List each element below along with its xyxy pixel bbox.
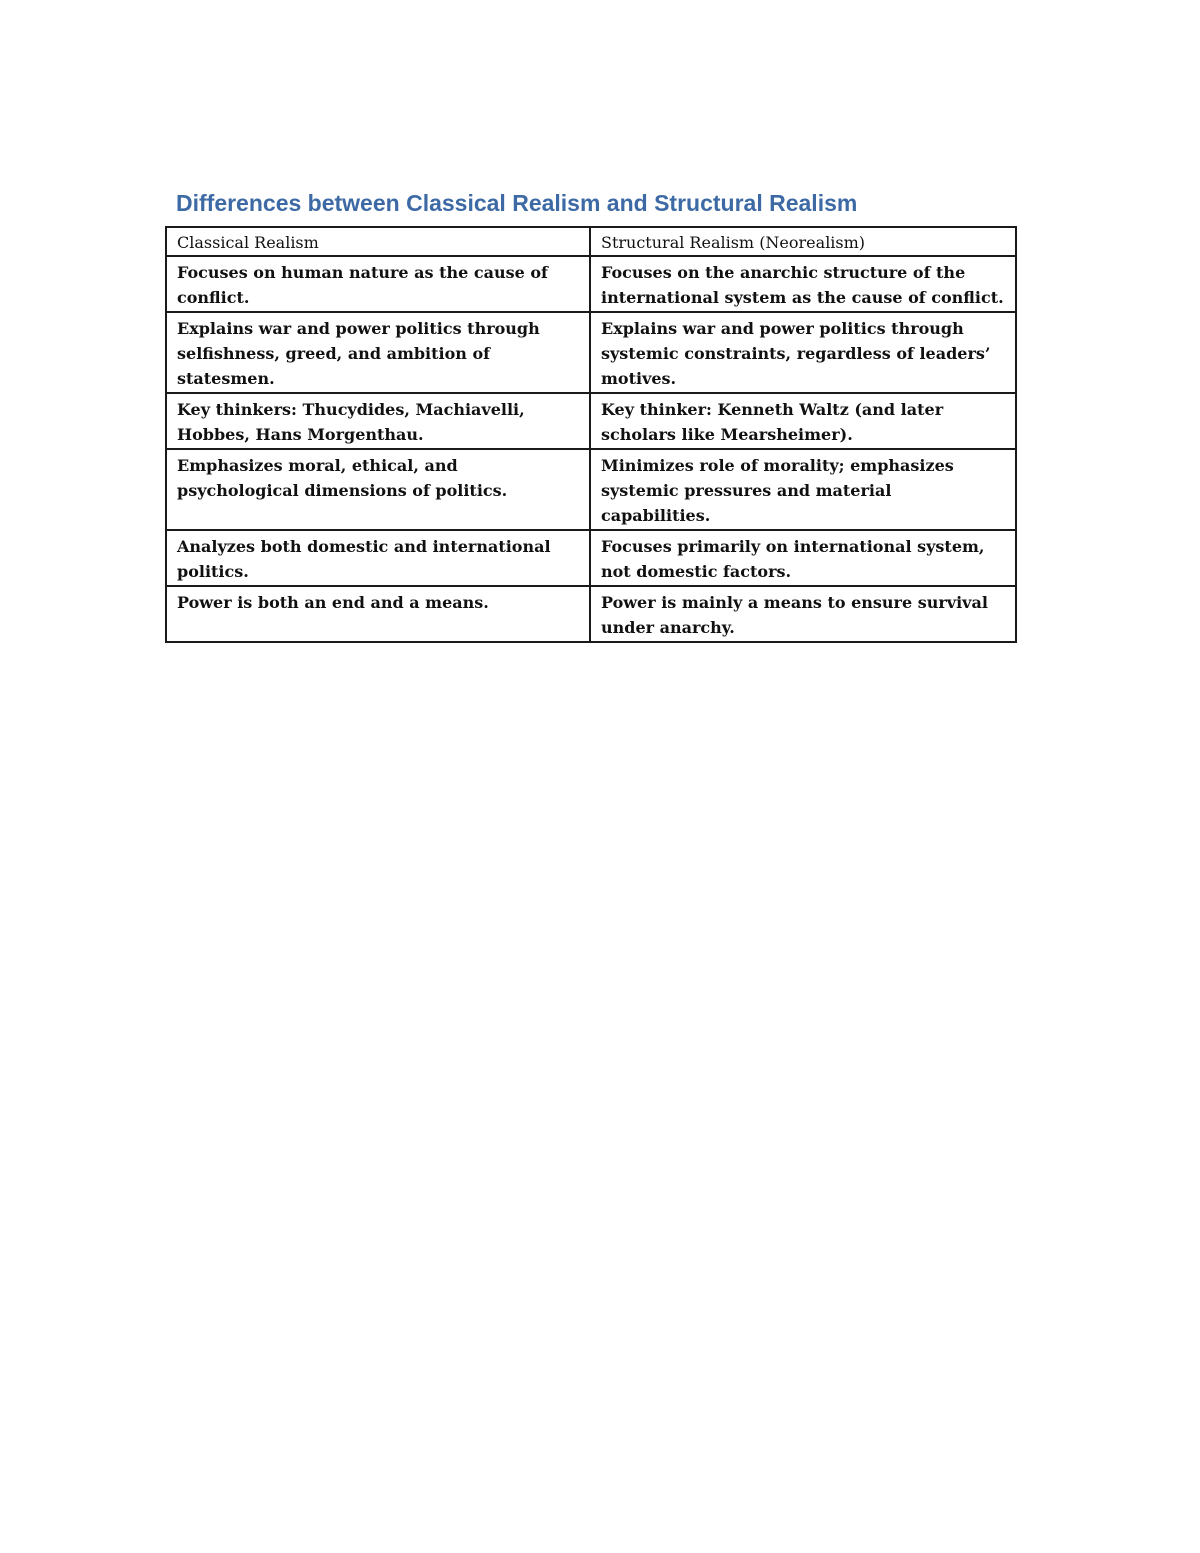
table-row — [166, 312, 1016, 393]
table-cell-classical: Key thinkers: Thucydides, Machiavelli, Hobbes, Hans Morgenthau. — [166, 393, 590, 449]
header-classical-realism: Classical Realism — [166, 227, 590, 256]
table-cell-classical: Explains war and power politics through selfishness, greed, and ambition of statesmen. — [166, 312, 590, 393]
page-title: Differences between Classical Realism and Structural Realism — [176, 190, 858, 216]
table-cell-structural: Key thinker: Kenneth Waltz (and later scholars like Mearsheimer). — [590, 393, 1016, 449]
table-header — [166, 227, 1016, 256]
table-cell-structural: Focuses on the anarchic structure of the international system as the cause of conflict. — [590, 256, 1016, 312]
table-row — [166, 449, 1016, 530]
table-body — [166, 256, 1016, 642]
table-cell-structural: Focuses primarily on international system, not domestic factors. — [590, 530, 1016, 586]
table-cell-structural: Power is mainly a means to ensure survival under anarchy. — [590, 586, 1016, 642]
table-cell-structural: Explains war and power politics through systemic constraints, regardless of leaders’ motives. — [590, 312, 1016, 393]
table-row — [166, 256, 1016, 312]
comparison-table — [165, 226, 1017, 643]
table-cell-structural: Minimizes role of morality; emphasizes systemic pressures and material capabilities. — [590, 449, 1016, 530]
table-cell-classical: Power is both an end and a means. — [166, 586, 590, 642]
table-row — [166, 586, 1016, 642]
table-row — [166, 530, 1016, 586]
header-row — [166, 227, 1016, 256]
header-structural-realism: Structural Realism (Neorealism) — [590, 227, 1016, 256]
table-cell-classical: Analyzes both domestic and international politics. — [166, 530, 590, 586]
table-cell-classical: Emphasizes moral, ethical, and psychological dimensions of politics. — [166, 449, 590, 530]
table-cell-classical: Focuses on human nature as the cause of conflict. — [166, 256, 590, 312]
table-row — [166, 393, 1016, 449]
